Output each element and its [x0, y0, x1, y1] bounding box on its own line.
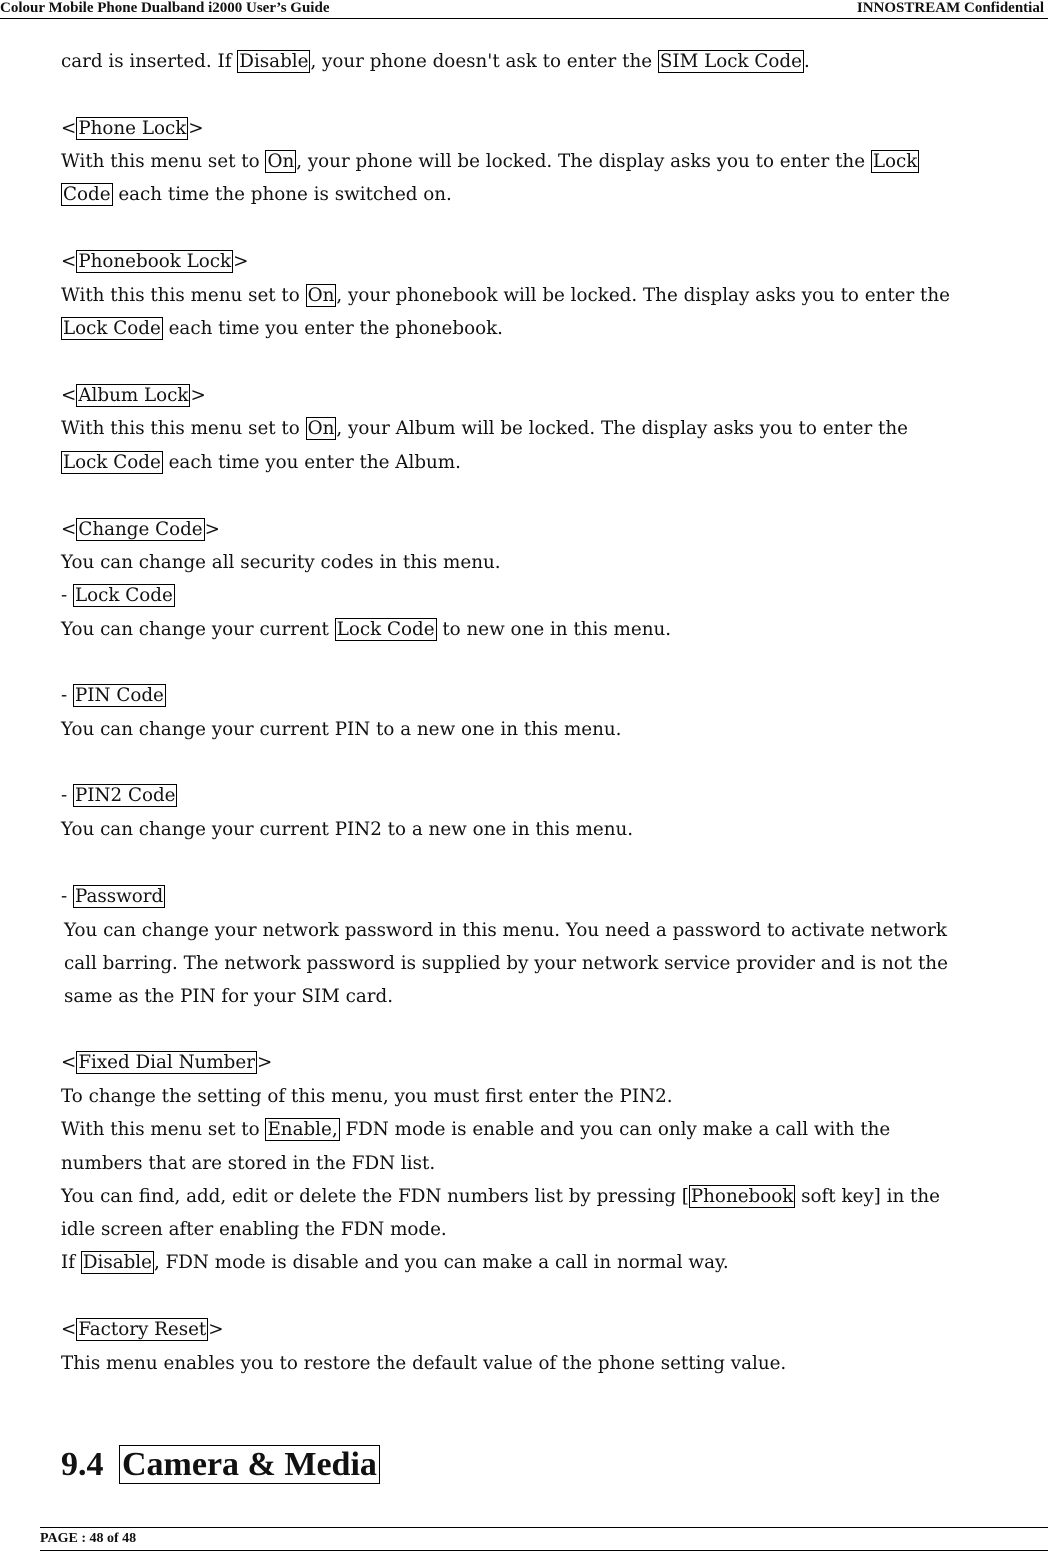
- section-number: 9.4: [61, 1446, 104, 1483]
- text-run: -: [61, 585, 73, 606]
- text-run: You can find, add, edit or delete the FDN numbers list by pressing [: [61, 1186, 689, 1207]
- text-run: You can change your current: [61, 619, 335, 640]
- text-run: <: [61, 385, 77, 406]
- text-run: to new one in this menu.: [436, 619, 672, 640]
- menu-term: Fixed Dial Number: [78, 1052, 255, 1073]
- menu-term: Lock Code: [336, 619, 435, 640]
- text-run: This menu enables you to restore the default value of the phone setting value.: [61, 1353, 787, 1374]
- text-run: each time you enter the phonebook.: [162, 318, 503, 339]
- menu-term: Disable: [82, 1252, 152, 1273]
- text-line: [61, 1117, 890, 1143]
- text-run: each time you enter the Album.: [162, 452, 461, 473]
- section-heading: [61, 1443, 380, 1487]
- text-run: numbers that are stored in the FDN list.: [61, 1153, 436, 1174]
- text-run: If: [61, 1252, 81, 1273]
- menu-term: PIN2 Code: [75, 785, 176, 806]
- menu-term: PIN Code: [75, 685, 164, 706]
- menu-term: Lock: [872, 151, 918, 172]
- text-run: same as the PIN for your SIM card.: [64, 986, 394, 1007]
- text-run: >: [256, 1052, 273, 1073]
- menu-term: Phonebook Lock: [78, 251, 232, 272]
- menu-term: Lock Code: [63, 452, 161, 473]
- text-run: call barring. The network password is supplied by your network service provider and is not the: [64, 953, 948, 974]
- page-footer: [40, 1527, 1048, 1551]
- text-line: [61, 116, 204, 142]
- menu-term: On: [307, 418, 335, 439]
- text-line: [64, 951, 948, 977]
- text-line: [61, 1184, 940, 1210]
- text-line: [61, 583, 175, 609]
- text-run: -: [61, 886, 73, 907]
- menu-term: Phone Lock: [78, 118, 187, 139]
- menu-term: Factory Reset: [78, 1319, 207, 1340]
- text-run: -: [61, 785, 73, 806]
- menu-term: Lock Code: [63, 318, 161, 339]
- menu-term: On: [267, 151, 295, 172]
- text-line: [61, 884, 165, 910]
- text-line: [61, 383, 206, 409]
- text-line: [61, 1317, 224, 1343]
- text-run: FDN mode is enable and you can only make a call with the: [339, 1119, 891, 1140]
- text-line: [61, 1217, 447, 1243]
- text-run: card is inserted. If: [61, 51, 238, 72]
- menu-term: SIM Lock Code: [659, 51, 802, 72]
- menu-term: Change Code: [78, 519, 203, 540]
- text-line: [64, 918, 947, 944]
- text-run: You can change your current PIN to a new one in this menu.: [61, 719, 622, 740]
- text-line: [61, 617, 671, 643]
- page-number: PAGE : 48 of 48: [40, 1531, 137, 1546]
- text-line: [61, 1151, 435, 1177]
- text-run: With this this menu set to: [61, 285, 306, 306]
- menu-term: Code: [63, 184, 111, 205]
- text-run: >: [204, 519, 220, 540]
- text-line: [61, 683, 166, 709]
- text-line: [61, 249, 248, 275]
- text-line: [61, 182, 452, 208]
- text-run: >: [208, 1319, 224, 1340]
- text-run: With this menu set to: [61, 151, 266, 172]
- text-run: , your phone doesn't ask to enter the: [310, 51, 658, 72]
- text-run: .: [803, 51, 810, 72]
- text-line: [61, 1050, 272, 1076]
- header-title: Colour Mobile Phone Dualband i2000 User’s Guide: [0, 0, 330, 16]
- text-line: [61, 450, 461, 476]
- text-run: You can change all security codes in this menu.: [61, 552, 501, 573]
- menu-term: Phonebook: [690, 1186, 794, 1207]
- text-line: [61, 316, 503, 342]
- text-line: [61, 817, 633, 843]
- text-run: >: [233, 251, 249, 272]
- text-run: -: [61, 685, 73, 706]
- text-line: [61, 416, 908, 442]
- text-run: , FDN mode is disable and you can make a call in normal way.: [153, 1252, 729, 1273]
- page-header: [0, 0, 1048, 19]
- text-run: , your Album will be locked. The display asks you to enter the: [336, 418, 908, 439]
- menu-term: Enable,: [267, 1119, 338, 1140]
- text-run: You can change your network password in this menu. You need a password to activate network: [64, 920, 947, 941]
- text-run: soft key] in the: [795, 1186, 940, 1207]
- text-line: [61, 783, 177, 809]
- text-line: [61, 49, 810, 75]
- text-run: >: [188, 118, 204, 139]
- text-line: [61, 717, 621, 743]
- menu-term: Password: [75, 886, 164, 907]
- text-run: With this menu set to: [61, 1119, 266, 1140]
- text-run: , your phone will be locked. The display asks you to enter the: [296, 151, 871, 172]
- menu-term: Lock Code: [75, 585, 173, 606]
- text-run: >: [190, 385, 206, 406]
- text-run: idle screen after enabling the FDN mode.: [61, 1219, 447, 1240]
- text-run: <: [61, 1052, 77, 1073]
- text-run: <: [61, 1319, 77, 1340]
- text-run: To change the setting of this menu, you must first enter the PIN2.: [61, 1086, 673, 1107]
- text-line: [61, 149, 919, 175]
- text-line: [61, 1250, 729, 1276]
- text-run: You can change your current PIN2 to a new one in this menu.: [61, 819, 634, 840]
- text-line: [61, 517, 220, 543]
- text-run: , your phonebook will be locked. The display asks you to enter the: [336, 285, 950, 306]
- text-run: <: [61, 251, 77, 272]
- text-line: [61, 550, 501, 576]
- text-line: [61, 1084, 673, 1110]
- text-run: each time the phone is switched on.: [112, 184, 452, 205]
- text-run: <: [61, 118, 77, 139]
- header-confidential: INNOSTREAM Confidential: [856, 0, 1044, 16]
- section-title: Camera & Media: [119, 1445, 380, 1484]
- menu-term: Disable: [239, 51, 309, 72]
- text-line: [61, 1351, 786, 1377]
- text-line: [64, 984, 393, 1010]
- menu-term: Album Lock: [78, 385, 189, 406]
- menu-term: On: [307, 285, 335, 306]
- text-run: <: [61, 519, 77, 540]
- text-run: With this this menu set to: [61, 418, 306, 439]
- text-line: [61, 283, 950, 309]
